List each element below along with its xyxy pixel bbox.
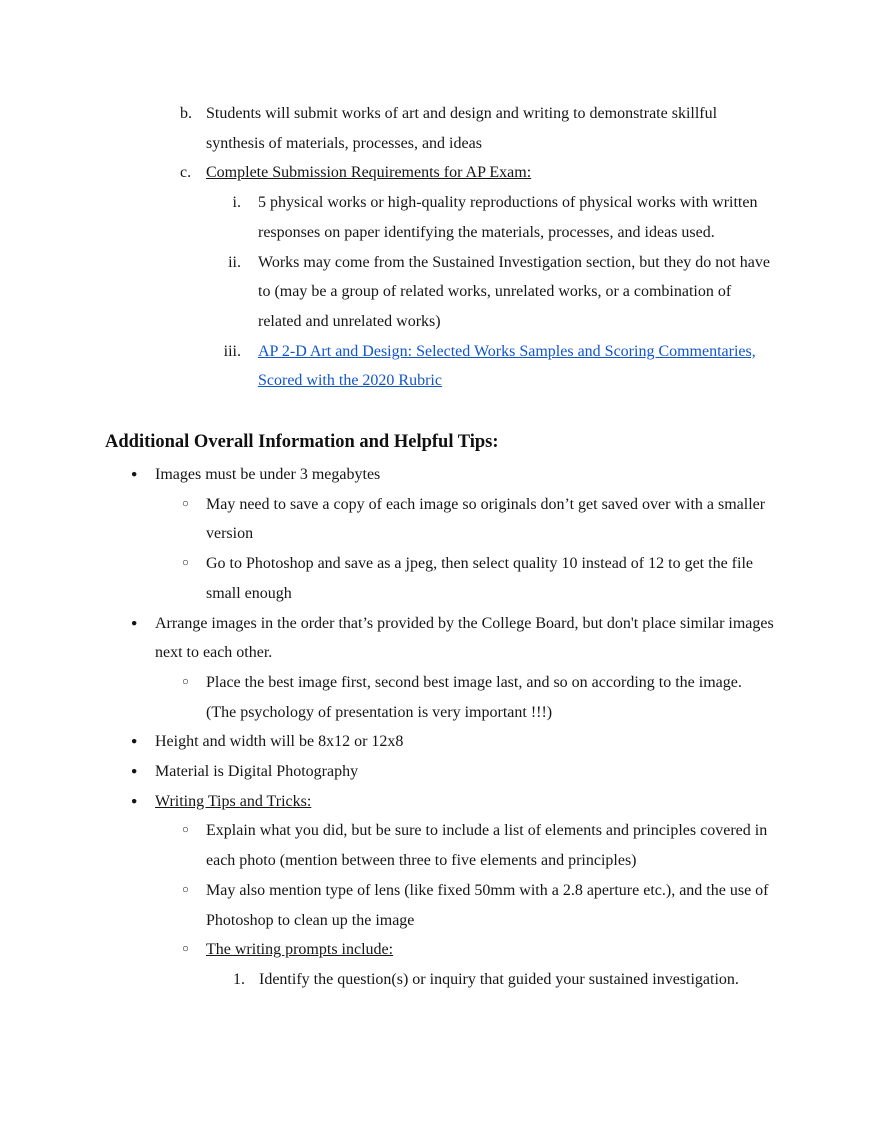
- list-item: [105, 549, 776, 608]
- list-item: [105, 965, 776, 995]
- list-text: Works may come from the Sustained Investigation section, but they do not have to (may be a group of related works, unrelated works, or a combination of related and unrelated works): [258, 253, 770, 330]
- list-marker: c.: [180, 164, 192, 182]
- bullet-icon: ●: [131, 736, 138, 748]
- list-item: [105, 876, 776, 935]
- list-marker: 1.: [233, 970, 245, 988]
- outline-item-b: [105, 99, 776, 158]
- hollow-bullet-icon: ○: [182, 675, 189, 688]
- list-item: [105, 668, 776, 727]
- hollow-bullet-icon: ○: [182, 883, 189, 896]
- hollow-bullet-icon: ○: [182, 497, 189, 510]
- list-marker: i.: [232, 194, 241, 212]
- list-marker: b.: [180, 105, 192, 122]
- list-item: [105, 490, 776, 549]
- bullet-icon: ●: [131, 766, 138, 778]
- bullet-icon: ●: [131, 469, 138, 481]
- outline-item-c: [105, 158, 776, 188]
- list-text: Writing Tips and Tricks:: [155, 792, 312, 810]
- list-item: [105, 727, 776, 757]
- list-text: May need to save a copy of each image so originals don’t get saved over with a smaller version: [206, 495, 766, 543]
- list-text: Height and width will be 8x12 or 12x8: [155, 733, 404, 751]
- list-item: [105, 935, 776, 965]
- list-text: Material is Digital Photography: [155, 763, 359, 781]
- outline-item-iii: [105, 337, 776, 396]
- list-text: Images must be under 3 megabytes: [155, 466, 381, 484]
- list-text: Place the best image first, second best image last, and so on according to the image. (The psychology of presentation is very important !!!): [206, 673, 742, 721]
- section-heading: Additional Overall Information and Helpful Tips:: [105, 432, 499, 453]
- list-marker: ii.: [228, 253, 241, 271]
- list-text: 5 physical works or high-quality reproductions of physical works with written responses on paper identifying the materials, processes, and ideas used.: [258, 194, 758, 241]
- outline-item-i: [105, 188, 776, 247]
- list-text: Complete Submission Requirements for AP Exam:: [206, 164, 532, 182]
- bullet-icon: ●: [131, 795, 138, 807]
- hollow-bullet-icon: ○: [182, 557, 189, 570]
- list-item: [105, 757, 776, 787]
- list-text: Identify the question(s) or inquiry that guided your sustained investigation.: [259, 970, 739, 988]
- list-marker: iii.: [223, 342, 241, 360]
- list-item: [105, 787, 776, 817]
- list-item: [105, 609, 776, 668]
- list-item: [105, 460, 776, 490]
- list-text: The writing prompts include:: [206, 941, 394, 959]
- list-text: Students will submit works of art and design and writing to demonstrate skillful synthesis of materials, processes, and ideas: [206, 105, 718, 152]
- list-item: [105, 816, 776, 875]
- outline-item-ii: [105, 248, 776, 337]
- hollow-bullet-icon: ○: [182, 824, 189, 837]
- hollow-bullet-icon: ○: [182, 943, 189, 956]
- bullet-icon: ●: [131, 617, 138, 629]
- list-text: May also mention type of lens (like fixed 50mm with a 2.8 aperture etc.), and the use of Photoshop to clean up the image: [206, 881, 769, 929]
- list-text: Arrange images in the order that’s provided by the College Board, but don't place similar images next to each other.: [155, 614, 774, 662]
- rubric-link[interactable]: AP 2-D Art and Design: Selected Works Samples and Scoring Commentaries, Scored with the 2020 Rubric: [258, 342, 756, 390]
- list-text: Explain what you did, but be sure to include a list of elements and principles covered in each photo (mention between three to five elements and principles): [206, 822, 768, 870]
- list-text: Go to Photoshop and save as a jpeg, then select quality 10 instead of 12 to get the file small enough: [206, 555, 753, 602]
